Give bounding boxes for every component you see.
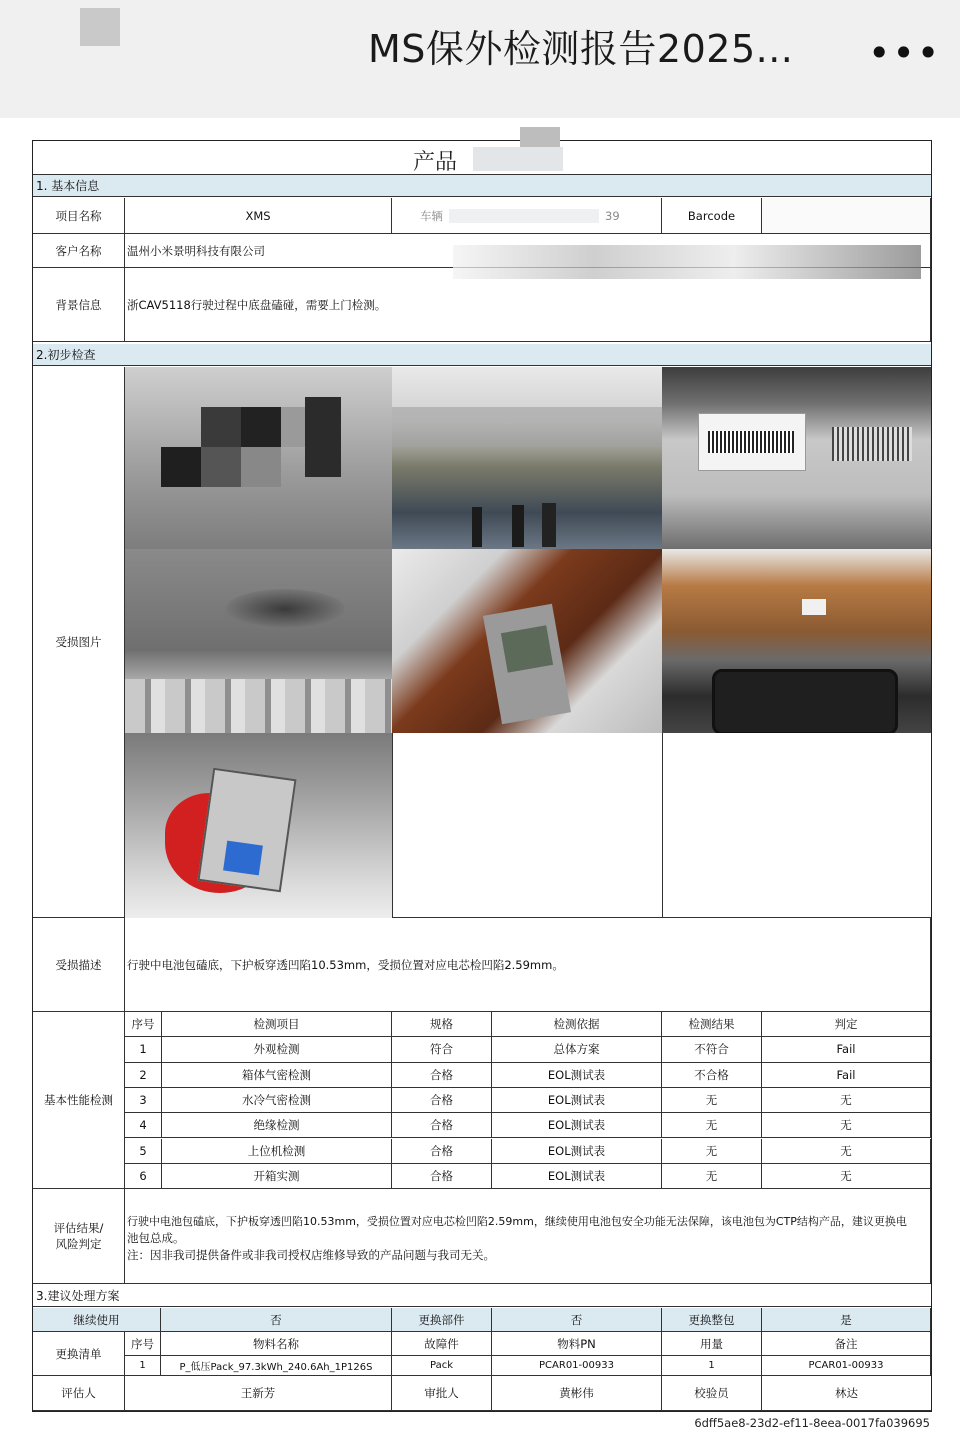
continue-value: 否: [161, 1308, 392, 1332]
perf-header-item: 检测项目: [162, 1012, 392, 1037]
continue-label: 继续使用: [33, 1308, 161, 1332]
list-row-faulty-part: Pack: [392, 1356, 492, 1376]
list-row-pn: PCAR01-00933: [492, 1356, 662, 1376]
list-header-pn: 物料PN: [492, 1332, 662, 1356]
evaluator-label: 评估人: [33, 1376, 125, 1411]
perf-row-result: 不符合: [662, 1037, 762, 1062]
replace-pack-label: 更换整包: [662, 1308, 762, 1332]
list-header-remark: 备注: [762, 1332, 931, 1356]
perf-row-verdict: 无: [762, 1139, 931, 1164]
list-row-seq: 1: [125, 1356, 161, 1376]
perf-row-spec: 符合: [392, 1037, 492, 1062]
perf-row-verdict: Fail: [762, 1063, 931, 1088]
section-basic-info: 1. 基本信息: [33, 175, 931, 197]
perf-header-seq: 序号: [125, 1012, 162, 1037]
report-title-row: [33, 141, 931, 175]
perf-row-item: 绝缘检测: [162, 1113, 392, 1138]
perf-row-basis: EOL测试表: [492, 1063, 662, 1088]
perf-row-verdict: 无: [762, 1164, 931, 1189]
perf-row-spec: 合格: [392, 1164, 492, 1189]
perf-row-spec: 合格: [392, 1088, 492, 1113]
approver-value: 黄彬伟: [492, 1376, 662, 1411]
replace-part-label: 更换部件: [392, 1308, 492, 1332]
eval-label-line2: 风险判定: [55, 1237, 102, 1251]
damage-photo-label: 受损图片: [33, 367, 125, 918]
list-header-qty: 用量: [662, 1332, 762, 1356]
perf-row-verdict: 无: [762, 1113, 931, 1138]
perf-row-seq: 2: [125, 1063, 162, 1088]
perf-row-seq: 3: [125, 1088, 162, 1113]
photo-empty-1: [392, 733, 662, 918]
eval-text-line1: 行驶中电池包磕底，下护板穿透凹陷10.53mm，受损位置对应电芯检凹陷2.59mm，继续使用电池包安全功能无法保障，该电池包为CTP结构产品，建议更换电: [127, 1215, 907, 1228]
perf-label: 基本性能检测: [33, 1012, 125, 1189]
perf-header-basis: 检测依据: [492, 1012, 662, 1037]
perf-row-item: 水冷气密检测: [162, 1088, 392, 1113]
eval-text-line3: 注：因非我司提供备件或非我司授权店维修导致的产品问题与我司无关。: [127, 1248, 495, 1262]
barcode-value-redacted: [762, 198, 931, 234]
replace-list-label: 更换清单: [33, 1332, 125, 1376]
customer-value: 温州小米景明科技有限公司: [125, 234, 931, 268]
customer-label: 客户名称: [33, 234, 125, 268]
perf-row-spec: 合格: [392, 1063, 492, 1088]
damage-photo-grid: [125, 367, 931, 918]
perf-row-basis: EOL测试表: [492, 1164, 662, 1189]
perf-row-result: 不合格: [662, 1063, 762, 1088]
perf-row-item: 开箱实测: [162, 1164, 392, 1189]
perf-row-item: 外观检测: [162, 1037, 392, 1062]
perf-row-seq: 6: [125, 1164, 162, 1189]
inspector-label: 校验员: [662, 1376, 762, 1411]
back-icon[interactable]: [80, 8, 120, 46]
perf-row-verdict: Fail: [762, 1037, 931, 1062]
barcode-label: Barcode: [662, 198, 762, 234]
replace-list-table: [125, 1332, 931, 1376]
perf-row-seq: 1: [125, 1037, 162, 1062]
section-handling-plan: 3.建议处理方案: [33, 1285, 931, 1307]
damage-photo-3[interactable]: [662, 367, 931, 549]
document-title: MS保外检测报告2025...: [368, 27, 794, 71]
damage-desc-label: 受损描述: [33, 918, 125, 1012]
list-row-material: P_低压Pack_97.3kWh_240.6Ah_1P126S: [161, 1356, 392, 1376]
perf-row-verdict: 无: [762, 1088, 931, 1113]
perf-row-result: 无: [662, 1113, 762, 1138]
vehicle-value: 39: [605, 208, 620, 223]
replace-part-value: 否: [492, 1308, 662, 1332]
damage-photo-7[interactable]: [125, 733, 392, 918]
perf-row-result: 无: [662, 1164, 762, 1189]
report-page: [32, 140, 932, 1412]
perf-row-basis: EOL测试表: [492, 1088, 662, 1113]
eval-label: [33, 1189, 125, 1284]
perf-row-basis: 总体方案: [492, 1037, 662, 1062]
list-header-seq: 序号: [125, 1332, 161, 1356]
perf-row-result: 无: [662, 1139, 762, 1164]
perf-header-verdict: 判定: [762, 1012, 931, 1037]
app-header: [0, 0, 960, 118]
background-label: 背景信息: [33, 268, 125, 342]
eval-label-line1: 评估结果/: [53, 1221, 104, 1235]
more-options-icon[interactable]: •••: [868, 31, 942, 75]
perf-row-basis: EOL测试表: [492, 1113, 662, 1138]
eval-value: [125, 1189, 931, 1284]
perf-header-result: 检测结果: [662, 1012, 762, 1037]
perf-row-item: 上位机检测: [162, 1139, 392, 1164]
photo-empty-2: [662, 733, 931, 918]
vehicle-cell: [392, 198, 662, 234]
perf-row-spec: 合格: [392, 1113, 492, 1138]
damage-photo-5[interactable]: [392, 549, 662, 733]
list-header-material: 物料名称: [161, 1332, 392, 1356]
eval-text-line2: 池包总成。: [127, 1231, 185, 1245]
perf-row-item: 箱体气密检测: [162, 1063, 392, 1088]
list-row-qty: 1: [662, 1356, 762, 1376]
vehicle-redaction: [449, 209, 599, 223]
title-blur: [473, 147, 563, 171]
report-title: 产品: [413, 150, 458, 175]
vehicle-label: 车辆: [420, 208, 443, 223]
perf-row-basis: EOL测试表: [492, 1139, 662, 1164]
project-value: XMS: [125, 198, 392, 234]
perf-row-spec: 合格: [392, 1139, 492, 1164]
inspector-value: 林达: [762, 1376, 931, 1411]
damage-photo-6[interactable]: [662, 549, 931, 733]
document-id: 6dff5ae8-23d2-ef11-8eea-0017fa039695: [694, 1416, 930, 1430]
section-initial-check: 2.初步检查: [33, 344, 931, 366]
background-value: 浙CAV5118行驶过程中底盘磕碰，需要上门检测。: [125, 268, 931, 342]
perf-row-result: 无: [662, 1088, 762, 1113]
list-row-remark: PCAR01-00933: [762, 1356, 931, 1376]
approver-label: 审批人: [392, 1376, 492, 1411]
perf-table: [125, 1012, 931, 1189]
replace-pack-value: 是: [762, 1308, 931, 1332]
damage-photo-1[interactable]: [125, 367, 392, 549]
evaluator-value: 王新芳: [125, 1376, 392, 1411]
perf-row-seq: 5: [125, 1139, 162, 1164]
perf-header-spec: 规格: [392, 1012, 492, 1037]
project-label: 项目名称: [33, 198, 125, 234]
damage-desc-value: 行驶中电池包磕底，下护板穿透凹陷10.53mm，受损位置对应电芯检凹陷2.59mm。: [125, 918, 931, 1012]
perf-row-seq: 4: [125, 1113, 162, 1138]
list-header-faulty-part: 故障件: [392, 1332, 492, 1356]
damage-photo-2[interactable]: [392, 367, 662, 549]
damage-photo-4[interactable]: [125, 549, 392, 733]
